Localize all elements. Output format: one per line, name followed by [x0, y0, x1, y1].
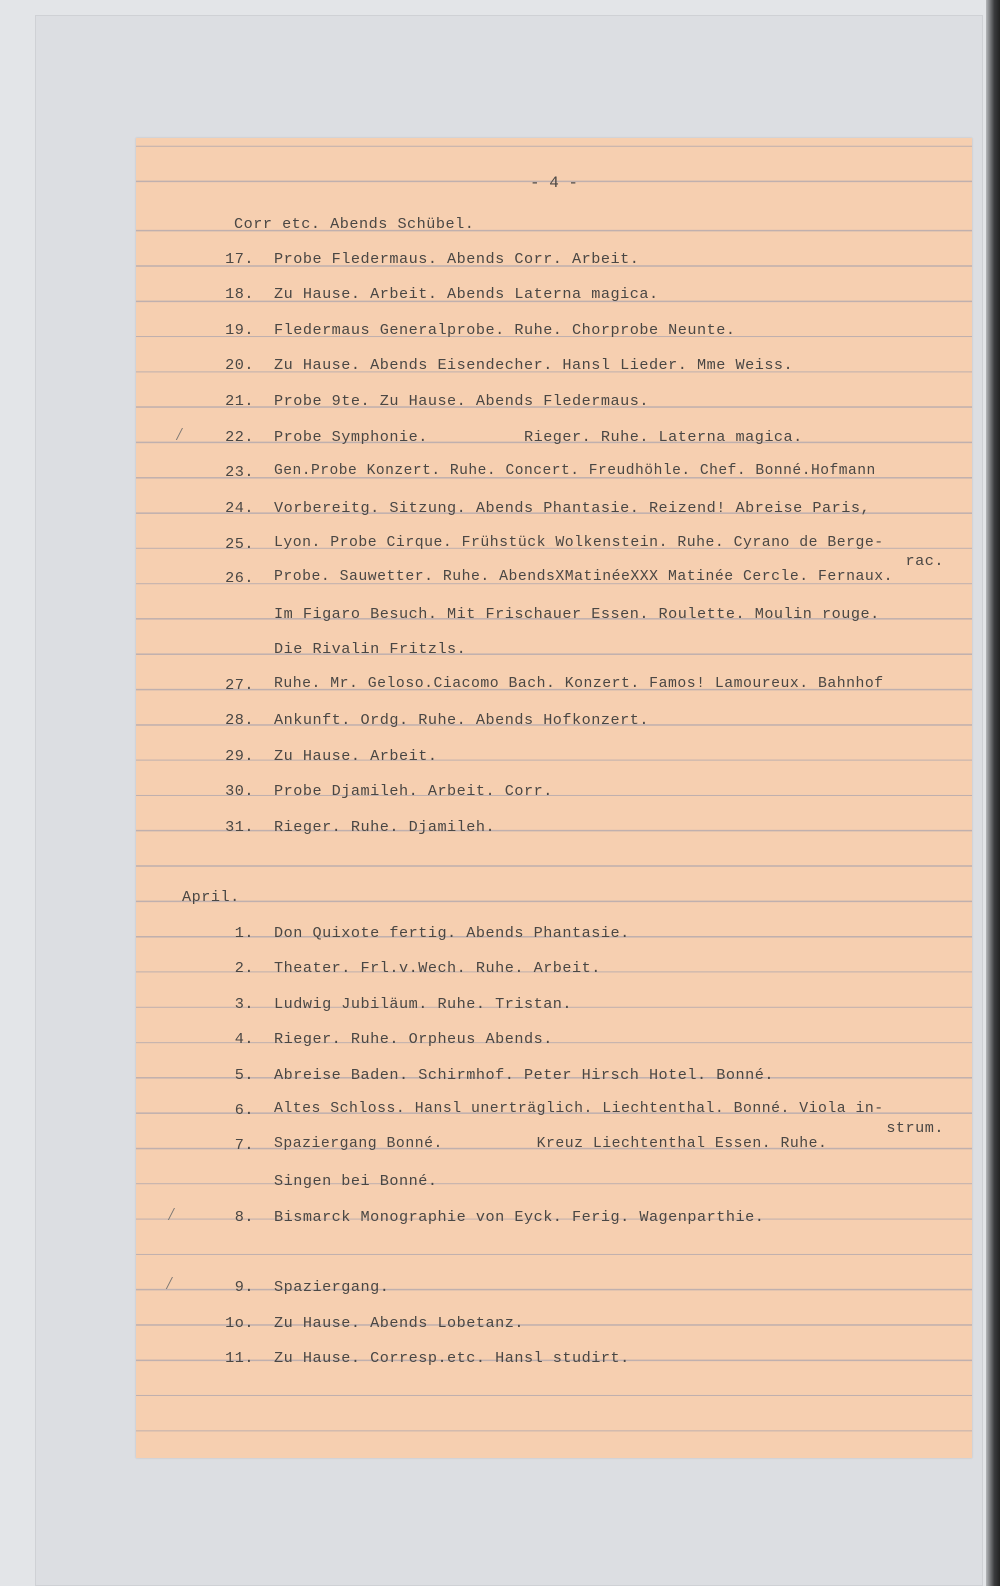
entry-text: Probe Djamileh. Arbeit. Corr.	[274, 782, 553, 800]
entry-text: Zu Hause. Abends Lobetanz.	[274, 1314, 524, 1332]
entry-text: Spaziergang Bonné. Kreuz Liechtenthal Essen. Ruhe.	[274, 1136, 828, 1152]
entry-number: 6.	[234, 1101, 254, 1119]
entry-text: Bismarck Monographie von Eyck. Ferig. Wagenparthie.	[274, 1208, 765, 1226]
entry-7-continuation: Singen bei Bonné.	[274, 1172, 438, 1190]
entry-number: 9.	[234, 1278, 254, 1296]
entry-text: Probe Symphonie. Rieger. Ruhe. Laterna magica.	[274, 428, 803, 446]
entry-text: Don Quixote fertig. Abends Phantasie.	[274, 924, 630, 942]
pencil-tick-mark: ⁄	[166, 1206, 177, 1226]
entry-text: Zu Hause. Abends Eisendecher. Hansl Lieder. Mme Weiss.	[274, 356, 794, 374]
typed-page	[136, 138, 972, 1458]
entry-text: Ankunft. Ordg. Ruhe. Abends Hofkonzert.	[274, 711, 649, 729]
entry-number: 5.	[234, 1066, 254, 1084]
entry-number: 18.	[225, 285, 254, 303]
pencil-tick-mark: ⁄	[164, 1275, 175, 1295]
entry-text: Altes Schloss. Hansl unerträglich. Liechtenthal. Bonné. Viola in-	[274, 1101, 884, 1117]
entry-text: Ludwig Jubiläum. Ruhe. Tristan.	[274, 995, 573, 1013]
entry-number: 7.	[234, 1136, 254, 1154]
entry-text: Probe Fledermaus. Abends Corr. Arbeit.	[274, 250, 640, 268]
entry-text: Rieger. Ruhe. Djamileh.	[274, 818, 496, 836]
entry-25-wrap: rac.	[905, 552, 944, 570]
entry-text: Rieger. Ruhe. Orpheus Abends.	[274, 1030, 553, 1048]
entry-number: 23.	[225, 463, 254, 481]
entry-6-wrap: strum.	[886, 1119, 944, 1137]
entry-number: 30.	[225, 782, 254, 800]
entry-number: 24.	[225, 499, 254, 517]
entry-number: 19.	[225, 321, 254, 339]
entry-26-continuation-a: Im Figaro Besuch. Mit Frischauer Essen. Roulette. Moulin rouge.	[274, 605, 880, 623]
entry-text: Abreise Baden. Schirmhof. Peter Hirsch Hotel. Bonné.	[274, 1066, 774, 1084]
entry-number: 28.	[225, 711, 254, 729]
month-heading: April.	[182, 888, 240, 906]
entry-number: 8.	[234, 1208, 254, 1226]
scanner-edge	[986, 0, 1000, 1586]
entry-text: Probe 9te. Zu Hause. Abends Fledermaus.	[274, 392, 649, 410]
entry-number: 11.	[225, 1349, 254, 1367]
entry-number: 26.	[225, 569, 254, 587]
entry-number: 22.	[225, 428, 254, 446]
entry-text: Probe. Sauwetter. Ruhe. AbendsXMatinéeXXX Matinée Cercle. Fernaux.	[274, 569, 894, 585]
entry-text: Zu Hause. Arbeit. Abends Laterna magica.	[274, 285, 659, 303]
entry-26-continuation-b: Die Rivalin Fritzls.	[274, 640, 467, 658]
entry-number: 2.	[234, 959, 254, 977]
entry-number: 1o.	[225, 1314, 254, 1332]
pencil-tick-mark: ⁄	[174, 426, 185, 446]
page-number: - 4 -	[529, 174, 578, 192]
entry-text: Vorbereitg. Sitzung. Abends Phantasie. Reizend! Abreise Paris,	[274, 499, 871, 517]
entry-text: Zu Hause. Arbeit.	[274, 747, 438, 765]
entry-text: Fledermaus Generalprobe. Ruhe. Chorprobe Neunte.	[274, 321, 736, 339]
entry-text: Theater. Frl.v.Wech. Ruhe. Arbeit.	[274, 959, 601, 977]
entry-text: Lyon. Probe Cirque. Frühstück Wolkenstein. Ruhe. Cyrano de Berge-	[274, 535, 884, 551]
entry-text: Spaziergang.	[274, 1278, 390, 1296]
entry-text: Gen.Probe Konzert. Ruhe. Concert. Freudhöhle. Chef. Bonné.Hofmann	[274, 463, 876, 479]
entry-number: 1.	[234, 924, 254, 942]
entry-number: 3.	[234, 995, 254, 1013]
entry-number: 20.	[225, 356, 254, 374]
entry-number: 21.	[225, 392, 254, 410]
entry-text: Zu Hause. Corresp.etc. Hansl studirt.	[274, 1349, 630, 1367]
entry-number: 29.	[225, 747, 254, 765]
entry-number: 17.	[225, 250, 254, 268]
entry-number: 4.	[234, 1030, 254, 1048]
entry-number: 25.	[225, 535, 254, 553]
continuation-line: Corr etc. Abends Schübel.	[234, 215, 475, 233]
entry-number: 27.	[225, 676, 254, 694]
entry-text: Ruhe. Mr. Geloso.Ciacomo Bach. Konzert. Famos! Lamoureux. Bahnhof	[274, 676, 884, 692]
entry-number: 31.	[225, 818, 254, 836]
